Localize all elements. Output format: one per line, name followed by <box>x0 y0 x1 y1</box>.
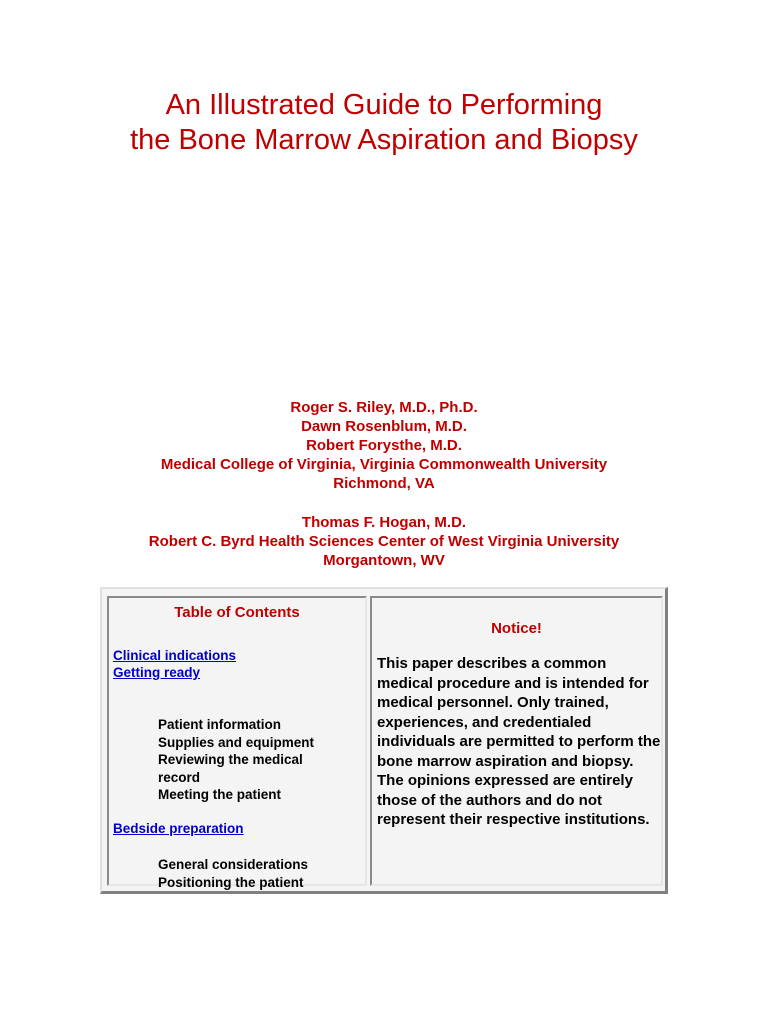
toc-heading: Table of Contents <box>174 604 300 621</box>
author-hogan: Thomas F. Hogan, M.D. <box>301 514 467 531</box>
title-line-1: An Illustrated Guide to Performing <box>165 89 603 121</box>
link-bedside-preparation[interactable]: Bedside preparation <box>113 821 244 836</box>
title-line-2: the Bone Marrow Aspiration and Biopsy <box>130 124 638 156</box>
affiliation-wvu: Robert C. Byrd Health Sciences Center of West Virginia University <box>148 533 620 550</box>
toc-item-general-considerations: General considerations <box>158 857 309 872</box>
toc-item-record: record <box>158 769 201 785</box>
notice-body: This paper describes a common medical procedure and is intended for medical personnel. Only trained, experiences, and credentialed individuals are permitted to perform the bone marrow aspiration and biopsy. The opinions expressed are entirely those of the authors and do not represent their respective institutions. <box>377 655 661 828</box>
author-riley: Roger S. Riley, M.D., Ph.D. <box>290 399 478 416</box>
link-clinical-indications[interactable]: Clinical indications <box>113 648 237 663</box>
author-block-wvu <box>0 513 768 570</box>
contents-notice-table <box>100 587 668 894</box>
author-forysthe: Robert Forysthe, M.D. <box>306 437 462 454</box>
bedside-subitems <box>158 856 358 891</box>
document-title <box>0 88 768 158</box>
toc-item-positioning-patient: Positioning the patient <box>158 874 304 890</box>
location-morgantown: Morgantown, WV <box>323 552 445 569</box>
toc-item-reviewing-record: Reviewing the medical <box>158 752 303 767</box>
affiliation-vcu: Medical College of Virginia, Virginia Commonwealth University <box>160 456 608 473</box>
notice-cell <box>370 596 663 886</box>
toc-item-patient-information: Patient information <box>158 717 282 732</box>
author-rosenblum: Dawn Rosenblum, M.D. <box>301 418 467 435</box>
location-richmond: Richmond, VA <box>333 475 435 492</box>
author-block-vcu <box>0 398 768 493</box>
table-of-contents-cell <box>107 596 367 890</box>
toc-item-supplies: Supplies and equipment <box>158 734 315 750</box>
toc-item-meeting-patient: Meeting the patient <box>158 787 282 802</box>
getting-ready-subitems <box>158 716 358 804</box>
notice-heading: Notice! <box>491 620 542 637</box>
link-getting-ready[interactable]: Getting ready <box>113 665 201 680</box>
